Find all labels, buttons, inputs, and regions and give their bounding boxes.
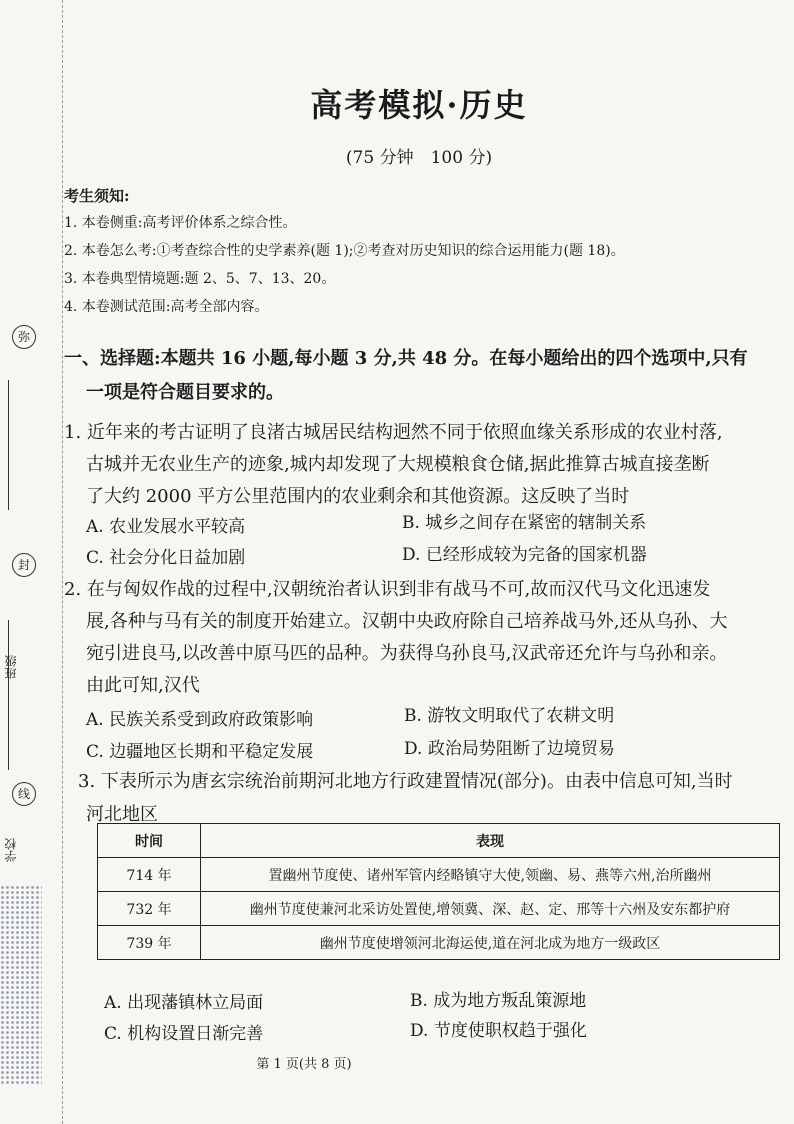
table-row: [98, 858, 780, 892]
table-cell-desc: 幽州节度使兼河北采访处置使,增领冀、深、赵、定、邢等十六州及安东都护府: [201, 892, 780, 926]
notice-item: 3. 本卷典型情境题:题 2、5、7、13、20。: [64, 271, 336, 287]
question-2-option-d: D. 政治局势阻断了边境贸易: [404, 739, 615, 759]
margin-dot-pattern: [0, 885, 42, 1085]
margin-label-school: 学校: [4, 838, 18, 862]
question-2-line: 2. 在与匈奴作战的过程中,汉朝统治者认识到非有战马不可,故而汉代马文化迅速发: [64, 579, 711, 600]
question-1-line: 1. 近年来的考古证明了良渚古城居民结构迥然不同于依照血缘关系形成的农业村落,: [64, 422, 723, 443]
margin-line: [8, 620, 9, 770]
section-heading: 一、选择题:本题共 16 小题,每小题 3 分,共 48 分。在每小题给出的四个选项中,只有: [64, 348, 748, 369]
seal-xian: 线: [12, 782, 36, 806]
seal-feng: 封: [12, 553, 36, 577]
notice-item: 2. 本卷怎么考:①考查综合性的史学素养(题 1);②考查对历史知识的综合运用能力(题 18)。: [64, 243, 625, 259]
question-2-option-b: B. 游牧文明取代了农耕文明: [404, 706, 615, 726]
question-1-option-a: A. 农业发展水平较高: [86, 517, 246, 537]
table-cell-desc: 置幽州节度使、诸州军管内经略镇守大使,领幽、易、燕等六州,治所幽州: [201, 858, 780, 892]
question-2-line: 宛引进良马,以改善中原马匹的品种。为获得乌孙良马,汉武帝还允许与乌孙和亲。: [86, 643, 728, 664]
page-footer: 第 1 页(共 8 页): [256, 1057, 352, 1072]
margin-line: [8, 380, 9, 510]
notice-item: 4. 本卷测试范围:高考全部内容。: [64, 299, 269, 315]
margin-label-class: 班级: [4, 655, 18, 679]
question-2-line: 展,各种与马有关的制度开始建立。汉朝中央政府除自己培养战马外,还从乌孙、大: [86, 611, 728, 632]
question-3-table: [97, 823, 780, 960]
question-3-option-d: D. 节度使职权趋于强化: [410, 1021, 587, 1041]
page-subtitle: (75 分钟 100 分): [345, 148, 493, 168]
table-row: [98, 892, 780, 926]
table-cell-time: 739 年: [98, 926, 201, 960]
question-2-option-a: A. 民族关系受到政府政策影响: [86, 710, 314, 730]
question-3-option-b: B. 成为地方叛乱策源地: [410, 991, 587, 1011]
page-title: 高考模拟·历史: [310, 86, 528, 124]
question-3-line: 3. 下表所示为唐玄宗统治前期河北地方行政建置情况(部分)。由表中信息可知,当时: [78, 771, 733, 792]
table-header-desc: 表现: [201, 824, 780, 858]
table-header-time: 时间: [98, 824, 201, 858]
question-3-option-c: C. 机构设置日渐完善: [104, 1024, 264, 1044]
question-2-line: 由此可知,汉代: [86, 675, 200, 696]
question-1-line: 了大约 2000 平方公里范围内的农业剩余和其他资源。这反映了当时: [86, 486, 630, 507]
table-row: [98, 926, 780, 960]
notice-item: 1. 本卷侧重:高考评价体系之综合性。: [64, 215, 297, 231]
seal-mi: 弥: [12, 325, 36, 349]
table-cell-desc: 幽州节度使增领河北海运使,道在河北成为地方一级政区: [201, 926, 780, 960]
question-3-line: 河北地区: [86, 804, 158, 825]
question-1-option-c: C. 社会分化日益加剧: [86, 548, 246, 568]
question-1-line: 古城并无农业生产的迹象,城内却发现了大规模粮食仓储,据此推算古城直接垄断: [86, 454, 710, 475]
notice-heading: 考生须知:: [64, 187, 130, 205]
question-1-option-b: B. 城乡之间存在紧密的辖制关系: [402, 513, 647, 533]
question-2-option-c: C. 边疆地区长期和平稳定发展: [86, 742, 314, 762]
question-1-option-d: D. 已经形成较为完备的国家机器: [402, 545, 647, 565]
table-cell-time: 732 年: [98, 892, 201, 926]
question-3-option-a: A. 出现藩镇林立局面: [104, 993, 264, 1013]
table-cell-time: 714 年: [98, 858, 201, 892]
section-heading-cont: 一项是符合题目要求的。: [86, 382, 284, 403]
table-header-row: [98, 824, 780, 858]
